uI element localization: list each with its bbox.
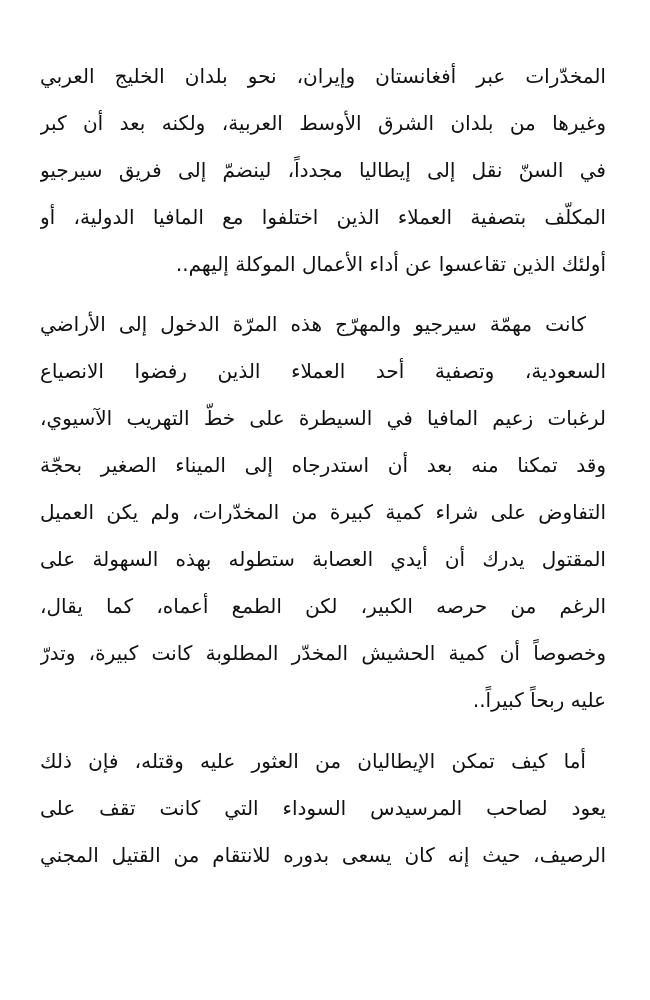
- text-line: السعودية، وتصفية أحد العملاء الذين رفضوا الانصياع: [40, 359, 606, 383]
- text-line: كانت مهمّة سيرجيو والمهرّج هذه المرّة الدخول إلى الأراضي: [40, 312, 586, 336]
- text-line: وخصوصاً أن كمية الحشيش المخدّر المطلوبة كانت كبيرة، وتدرّ: [40, 641, 606, 665]
- text-line: أما كيف تمكن الإيطاليان من العثور عليه وقتله، فإن ذلك: [40, 749, 586, 773]
- text-line: عليه ربحاً كبيراً..: [472, 688, 606, 712]
- text-line: المخدّرات عبر أفغانستان وإيران، نحو بلدان الخليج العربي: [40, 64, 606, 88]
- text-line: التفاوض على شراء كمية كبيرة من المخدّرات، ولم يكن العميل: [40, 500, 606, 524]
- paragraph-1: [40, 53, 606, 288]
- text-line: أولئك الذين تقاعسوا عن أداء الأعمال الموكلة إليهم..: [175, 252, 606, 276]
- text-line: وقد تمكنا منه بعد أن استدرجاه إلى الميناء الصغير بحجّة: [40, 453, 606, 477]
- text-line: في السنّ نقل إلى إيطاليا مجدداً، لينضمّ إلى فريق سيرجيو: [40, 158, 606, 182]
- text-line: الرغم من حرصه الكبير، لكن الطمع أعماه، كما يقال،: [40, 594, 606, 618]
- paragraph-3: [40, 738, 606, 879]
- text-line: لرغبات زعيم المافيا في السيطرة على خطّ التهريب الآسيوي،: [40, 406, 606, 430]
- text-line: المكلّف بتصفية العملاء الذين اختلفوا مع المافيا الدولية، أو: [40, 205, 606, 229]
- text-line: المقتول يدرك أن أيدي العصابة ستطوله بهذه السهولة على: [40, 547, 606, 571]
- text-line: يعود لصاحب المرسيدس السوداء التي كانت تقف على: [40, 796, 606, 820]
- paragraph-2: [40, 301, 606, 724]
- text-line: وغيرها من بلدان الشرق الأوسط العربية، ولكنه بعد أن كبر: [40, 111, 606, 135]
- text-line: الرصيف، حيث إنه كان يسعى بدوره للانتقام من القتيل المجني: [40, 843, 606, 867]
